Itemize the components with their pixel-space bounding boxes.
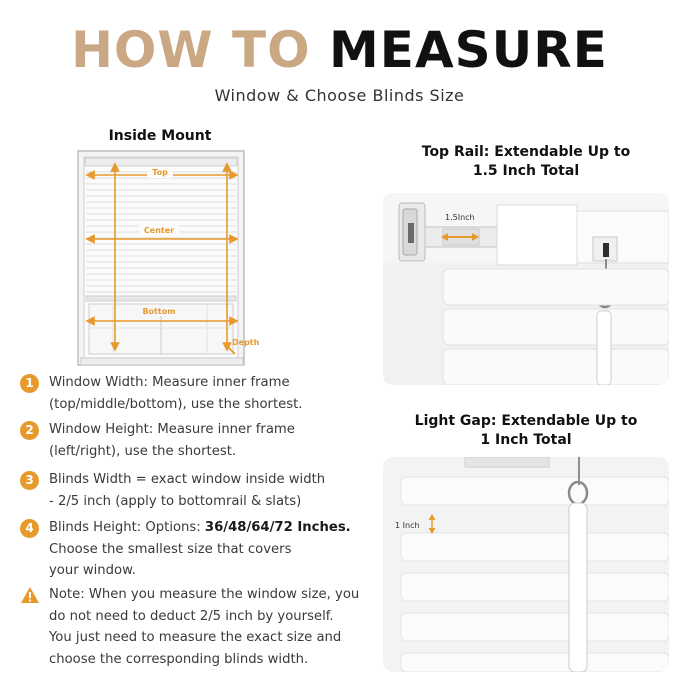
step-line: Blinds Width = exact window inside width [49,472,326,487]
step-number-badge: 4 [20,519,39,538]
light-gap-title [383,412,669,450]
light-gap-dimension-label: 1 Inch [395,521,420,530]
measure-label-depth: Depth [232,338,260,347]
step-line: Choose the smallest size that covers [49,541,292,557]
step-text [49,372,369,415]
step-3 [20,469,365,513]
step-line [49,517,369,539]
page-title [0,20,679,80]
light-gap-title-line2: 1 Inch Total [480,432,572,448]
note-line: do not need to deduct 2/5 inch by yourself. [49,608,334,624]
step-line: your window. [49,563,136,578]
step-text [49,419,369,462]
top-rail-illustration [383,193,669,385]
inside-mount-diagram [77,150,245,368]
top-rail-title-line2: 1.5 Inch Total [472,163,580,179]
note-line: Note: When you measure the window size, you [49,587,360,602]
note-line: You just need to measure the exact size and [49,630,342,645]
step-text [49,517,369,582]
top-rail-photo [383,193,669,385]
inside-mount-label: Inside Mount [108,128,212,144]
measure-label-top: Top [152,168,168,177]
window-illustration [77,150,245,368]
top-rail-title-line1: Top Rail: Extendable Up to [421,144,631,160]
step-1 [20,372,365,416]
warning-icon [20,586,40,604]
step-text [49,469,369,512]
step-line-prefix: Blinds Height: Options: [49,520,205,535]
height-options: 36/48/64/72 Inches. [204,520,351,535]
top-rail-dimension-label: 1.5Inch [445,213,475,222]
title-measure: MEASURE [329,21,608,79]
note-text [49,584,369,670]
step-number-badge: 1 [20,374,39,393]
step-line: (left/right), use the shortest. [49,443,237,459]
page-subtitle: Window & Choose Blinds Size [214,86,465,105]
step-line: (top/middle/bottom), use the shortest. [49,396,303,412]
step-4 [20,517,365,581]
step-line: - 2/5 inch (apply to bottomrail & slats) [49,493,302,509]
top-rail-title [383,143,669,181]
note [20,584,365,674]
light-gap-title-line1: Light Gap: Extendable Up to [414,413,638,429]
step-number-badge: 2 [20,421,39,440]
step-line: Window Height: Measure inner frame [49,422,295,437]
measure-label-bottom: Bottom [142,307,176,316]
light-gap-illustration [383,457,669,672]
step-2 [20,419,365,463]
title-how-to: HOW TO [71,21,311,79]
measure-label-center: Center [143,226,175,235]
step-line: Window Width: Measure inner frame [49,375,290,390]
note-line: choose the corresponding blinds width. [49,651,309,667]
light-gap-photo [383,457,669,672]
step-number-badge: 3 [20,471,39,490]
